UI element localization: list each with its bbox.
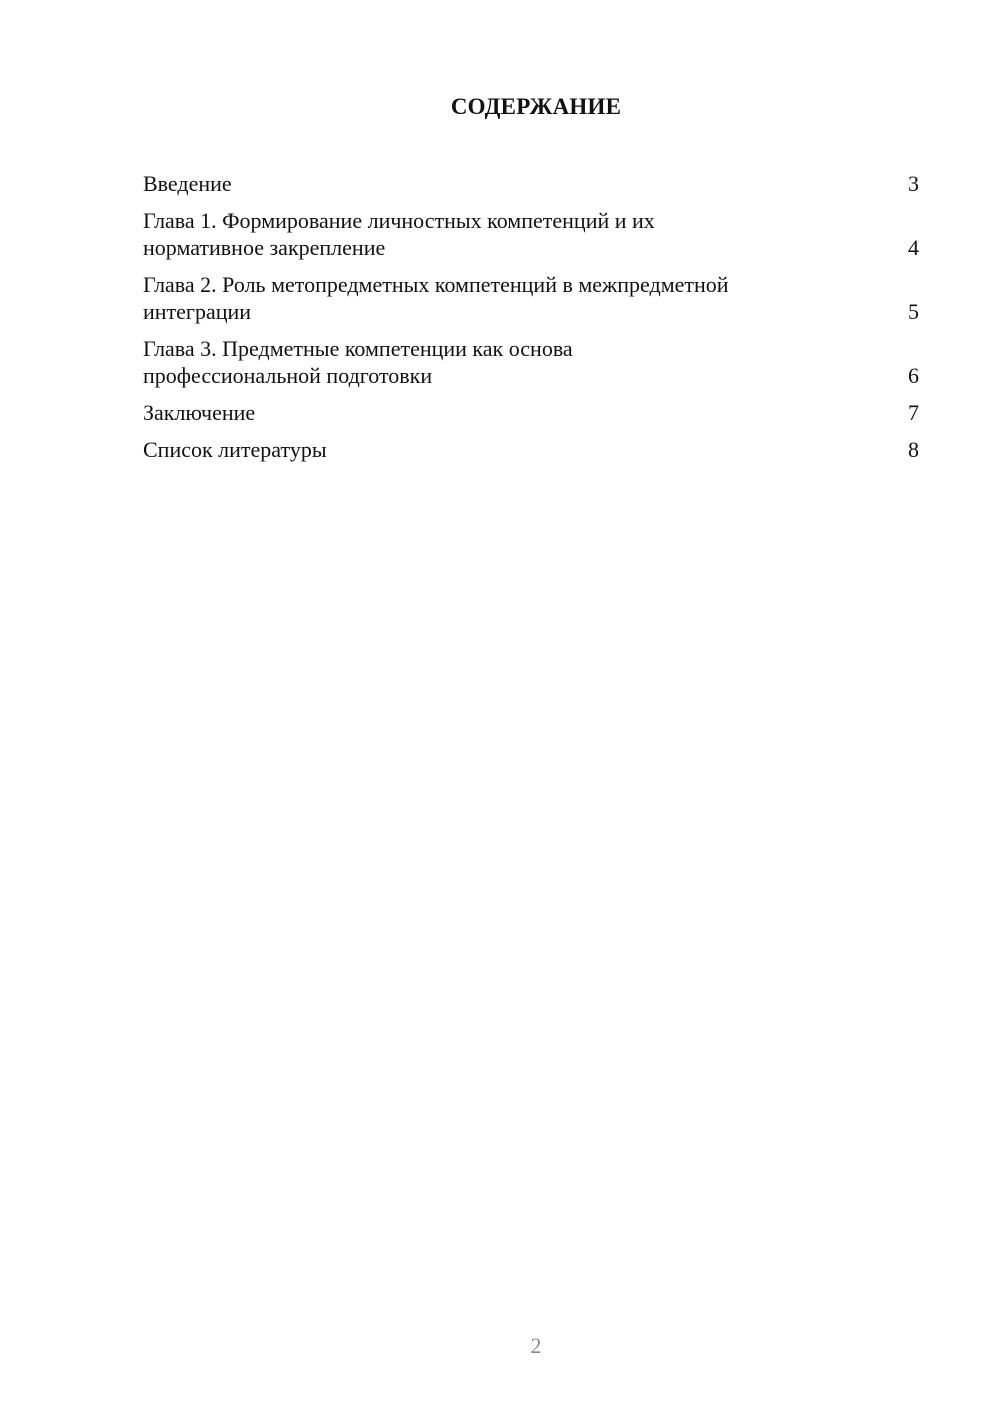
toc-entry-chapter-2[interactable] (143, 271, 919, 325)
toc-entry-title: Заключение (143, 400, 256, 425)
toc-entry-references[interactable] (143, 436, 919, 463)
toc-entry-page-number: 3 (908, 171, 919, 196)
toc-entry-conclusion[interactable] (143, 399, 919, 426)
toc-entry-title: Глава 1. Формирование личностных компетенций и их нормативное закрепление (143, 208, 655, 260)
toc-entry-page-number: 8 (908, 437, 919, 462)
toc-entry-title: Глава 2. Роль метопредметных компетенций в межпредметной интеграции (143, 272, 729, 324)
toc-entry-title: Список литературы (143, 437, 327, 462)
toc-entry-title: Глава 3. Предметные компетенции как основа профессиональной подготовки (143, 336, 573, 388)
toc-entry-page-number: 6 (908, 363, 919, 388)
page-title: СОДЕРЖАНИЕ (450, 94, 622, 119)
toc-entry-page-number: 7 (908, 400, 919, 425)
toc-entry-title: Введение (143, 171, 232, 196)
table-of-contents (143, 170, 919, 473)
toc-entry-page-number: 5 (908, 299, 919, 324)
toc-entry-introduction[interactable] (143, 170, 919, 197)
page-footer-number: 2 (530, 1333, 542, 1358)
toc-entry-page-number: 4 (908, 235, 919, 260)
toc-entry-chapter-3[interactable] (143, 335, 919, 389)
toc-entry-chapter-1[interactable] (143, 207, 919, 261)
